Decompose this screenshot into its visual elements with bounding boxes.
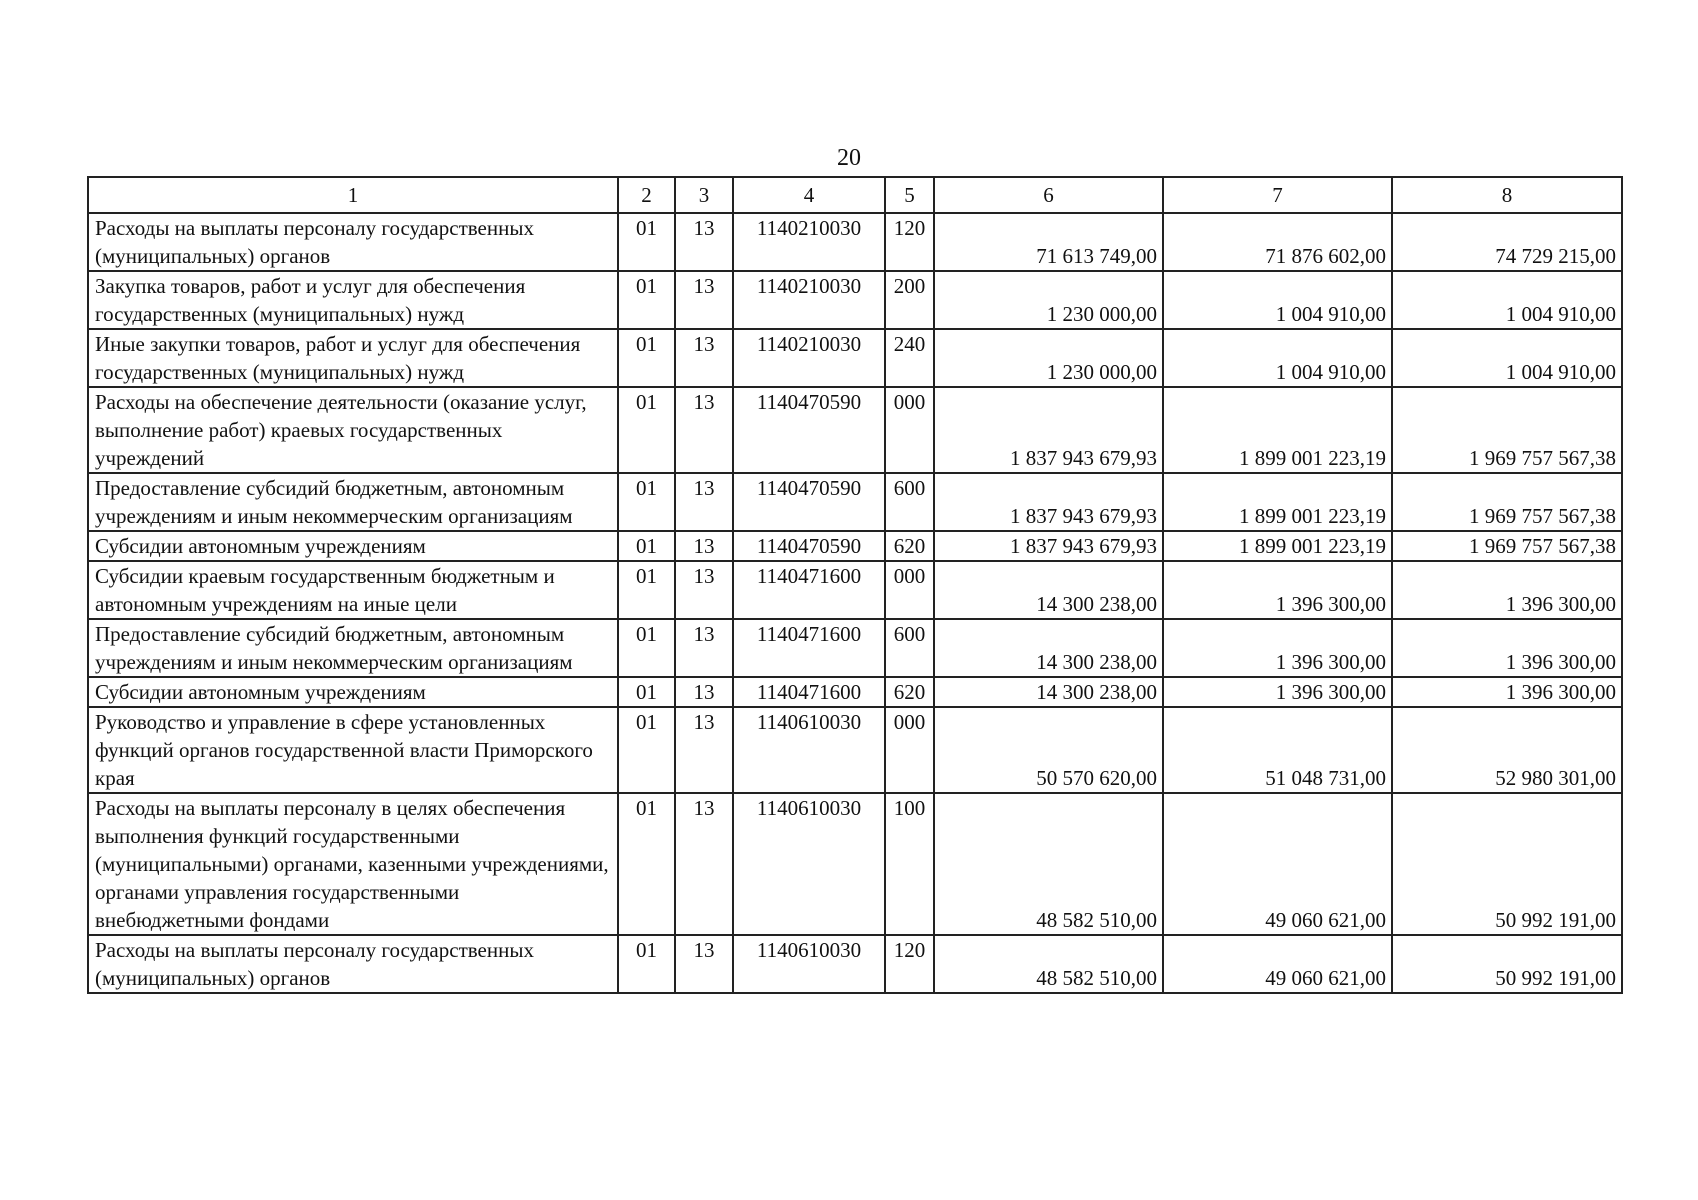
page-number: 20 xyxy=(837,145,861,171)
header-col-6: 6 xyxy=(934,177,1163,213)
section-code-cell: 01 xyxy=(618,387,675,473)
amount-col-7-cell: 1 396 300,00 xyxy=(1163,561,1392,619)
expense-type-cell: 000 xyxy=(885,561,934,619)
amount-col-6-cell: 14 300 238,00 xyxy=(934,561,1163,619)
section-code-cell: 01 xyxy=(618,213,675,271)
header-col-5: 5 xyxy=(885,177,934,213)
amount-col-8-cell: 1 396 300,00 xyxy=(1392,677,1622,707)
target-article-cell: 1140610030 xyxy=(733,935,885,993)
header-col-7: 7 xyxy=(1163,177,1392,213)
table-header xyxy=(88,177,1622,213)
amount-col-7-cell: 1 396 300,00 xyxy=(1163,619,1392,677)
amount-col-8-cell: 1 969 757 567,38 xyxy=(1392,387,1622,473)
amount-col-8-cell: 1 396 300,00 xyxy=(1392,619,1622,677)
subsection-code-cell: 13 xyxy=(675,213,733,271)
subsection-code-cell: 13 xyxy=(675,473,733,531)
amount-col-6-cell: 48 582 510,00 xyxy=(934,935,1163,993)
table-row xyxy=(88,935,1622,993)
table-row xyxy=(88,213,1622,271)
subsection-code-cell: 13 xyxy=(675,329,733,387)
section-code-cell: 01 xyxy=(618,677,675,707)
header-col-4: 4 xyxy=(733,177,885,213)
amount-col-8-cell: 52 980 301,00 xyxy=(1392,707,1622,793)
section-code-cell: 01 xyxy=(618,561,675,619)
header-col-2: 2 xyxy=(618,177,675,213)
target-article-cell: 1140210030 xyxy=(733,271,885,329)
table-row xyxy=(88,531,1622,561)
amount-col-6-cell: 14 300 238,00 xyxy=(934,677,1163,707)
table-row xyxy=(88,707,1622,793)
row-name-cell: Расходы на обеспечение деятельности (оказание услуг, выполнение работ) краевых государственных учреждений xyxy=(88,387,618,473)
section-code-cell: 01 xyxy=(618,329,675,387)
expense-type-cell: 000 xyxy=(885,707,934,793)
subsection-code-cell: 13 xyxy=(675,531,733,561)
amount-col-7-cell: 1 004 910,00 xyxy=(1163,329,1392,387)
row-name-cell: Расходы на выплаты персоналу государственных (муниципальных) органов xyxy=(88,213,618,271)
table-row xyxy=(88,473,1622,531)
amount-col-7-cell: 1 899 001 223,19 xyxy=(1163,387,1392,473)
subsection-code-cell: 13 xyxy=(675,619,733,677)
subsection-code-cell: 13 xyxy=(675,935,733,993)
header-row xyxy=(88,177,1622,213)
row-name-cell: Расходы на выплаты персоналу в целях обеспечения выполнения функций государственными (муниципальными) органами, казенными учреждениями, органами управления государственными внебюджетными фондами xyxy=(88,793,618,935)
amount-col-7-cell: 1 004 910,00 xyxy=(1163,271,1392,329)
row-name-cell: Предоставление субсидий бюджетным, автономным учреждениям и иным некоммерческим организациям xyxy=(88,473,618,531)
amount-col-6-cell: 1 230 000,00 xyxy=(934,271,1163,329)
expense-type-cell: 620 xyxy=(885,531,934,561)
target-article-cell: 1140210030 xyxy=(733,329,885,387)
table-row xyxy=(88,329,1622,387)
target-article-cell: 1140470590 xyxy=(733,387,885,473)
target-article-cell: 1140471600 xyxy=(733,677,885,707)
table-row xyxy=(88,677,1622,707)
amount-col-6-cell: 14 300 238,00 xyxy=(934,619,1163,677)
amount-col-6-cell: 48 582 510,00 xyxy=(934,793,1163,935)
table-row xyxy=(88,793,1622,935)
amount-col-6-cell: 71 613 749,00 xyxy=(934,213,1163,271)
row-name-cell: Расходы на выплаты персоналу государственных (муниципальных) органов xyxy=(88,935,618,993)
amount-col-7-cell: 1 899 001 223,19 xyxy=(1163,473,1392,531)
target-article-cell: 1140471600 xyxy=(733,561,885,619)
target-article-cell: 1140610030 xyxy=(733,707,885,793)
amount-col-6-cell: 1 837 943 679,93 xyxy=(934,531,1163,561)
amount-col-6-cell: 1 837 943 679,93 xyxy=(934,387,1163,473)
subsection-code-cell: 13 xyxy=(675,387,733,473)
budget-table xyxy=(87,176,1623,994)
subsection-code-cell: 13 xyxy=(675,677,733,707)
header-col-3: 3 xyxy=(675,177,733,213)
section-code-cell: 01 xyxy=(618,531,675,561)
target-article-cell: 1140210030 xyxy=(733,213,885,271)
amount-col-8-cell: 1 004 910,00 xyxy=(1392,271,1622,329)
table-row xyxy=(88,271,1622,329)
subsection-code-cell: 13 xyxy=(675,707,733,793)
target-article-cell: 1140610030 xyxy=(733,793,885,935)
expense-type-cell: 000 xyxy=(885,387,934,473)
table-body xyxy=(88,213,1622,993)
amount-col-6-cell: 1 230 000,00 xyxy=(934,329,1163,387)
section-code-cell: 01 xyxy=(618,793,675,935)
expense-type-cell: 200 xyxy=(885,271,934,329)
amount-col-8-cell: 1 004 910,00 xyxy=(1392,329,1622,387)
table-row xyxy=(88,619,1622,677)
section-code-cell: 01 xyxy=(618,619,675,677)
header-col-8: 8 xyxy=(1392,177,1622,213)
section-code-cell: 01 xyxy=(618,473,675,531)
target-article-cell: 1140471600 xyxy=(733,619,885,677)
amount-col-6-cell: 50 570 620,00 xyxy=(934,707,1163,793)
section-code-cell: 01 xyxy=(618,271,675,329)
subsection-code-cell: 13 xyxy=(675,793,733,935)
amount-col-8-cell: 1 969 757 567,38 xyxy=(1392,531,1622,561)
target-article-cell: 1140470590 xyxy=(733,531,885,561)
expense-type-cell: 600 xyxy=(885,473,934,531)
amount-col-7-cell: 51 048 731,00 xyxy=(1163,707,1392,793)
table-row xyxy=(88,561,1622,619)
amount-col-8-cell: 1 969 757 567,38 xyxy=(1392,473,1622,531)
row-name-cell: Руководство и управление в сфере установленных функций органов государственной власти Приморского края xyxy=(88,707,618,793)
table-row xyxy=(88,387,1622,473)
expense-type-cell: 100 xyxy=(885,793,934,935)
expense-type-cell: 120 xyxy=(885,935,934,993)
header-col-1: 1 xyxy=(88,177,618,213)
subsection-code-cell: 13 xyxy=(675,271,733,329)
row-name-cell: Иные закупки товаров, работ и услуг для обеспечения государственных (муниципальных) нужд xyxy=(88,329,618,387)
expense-type-cell: 120 xyxy=(885,213,934,271)
amount-col-8-cell: 74 729 215,00 xyxy=(1392,213,1622,271)
amount-col-7-cell: 1 899 001 223,19 xyxy=(1163,531,1392,561)
expense-type-cell: 600 xyxy=(885,619,934,677)
amount-col-6-cell: 1 837 943 679,93 xyxy=(934,473,1163,531)
expense-type-cell: 240 xyxy=(885,329,934,387)
amount-col-8-cell: 50 992 191,00 xyxy=(1392,935,1622,993)
amount-col-7-cell: 49 060 621,00 xyxy=(1163,935,1392,993)
subsection-code-cell: 13 xyxy=(675,561,733,619)
row-name-cell: Субсидии автономным учреждениям xyxy=(88,677,618,707)
section-code-cell: 01 xyxy=(618,707,675,793)
expense-type-cell: 620 xyxy=(885,677,934,707)
amount-col-7-cell: 1 396 300,00 xyxy=(1163,677,1392,707)
amount-col-7-cell: 71 876 602,00 xyxy=(1163,213,1392,271)
row-name-cell: Субсидии автономным учреждениям xyxy=(88,531,618,561)
amount-col-8-cell: 1 396 300,00 xyxy=(1392,561,1622,619)
row-name-cell: Закупка товаров, работ и услуг для обеспечения государственных (муниципальных) нужд xyxy=(88,271,618,329)
target-article-cell: 1140470590 xyxy=(733,473,885,531)
section-code-cell: 01 xyxy=(618,935,675,993)
amount-col-8-cell: 50 992 191,00 xyxy=(1392,793,1622,935)
row-name-cell: Предоставление субсидий бюджетным, автономным учреждениям и иным некоммерческим организациям xyxy=(88,619,618,677)
row-name-cell: Субсидии краевым государственным бюджетным и автономным учреждениям на иные цели xyxy=(88,561,618,619)
amount-col-7-cell: 49 060 621,00 xyxy=(1163,793,1392,935)
